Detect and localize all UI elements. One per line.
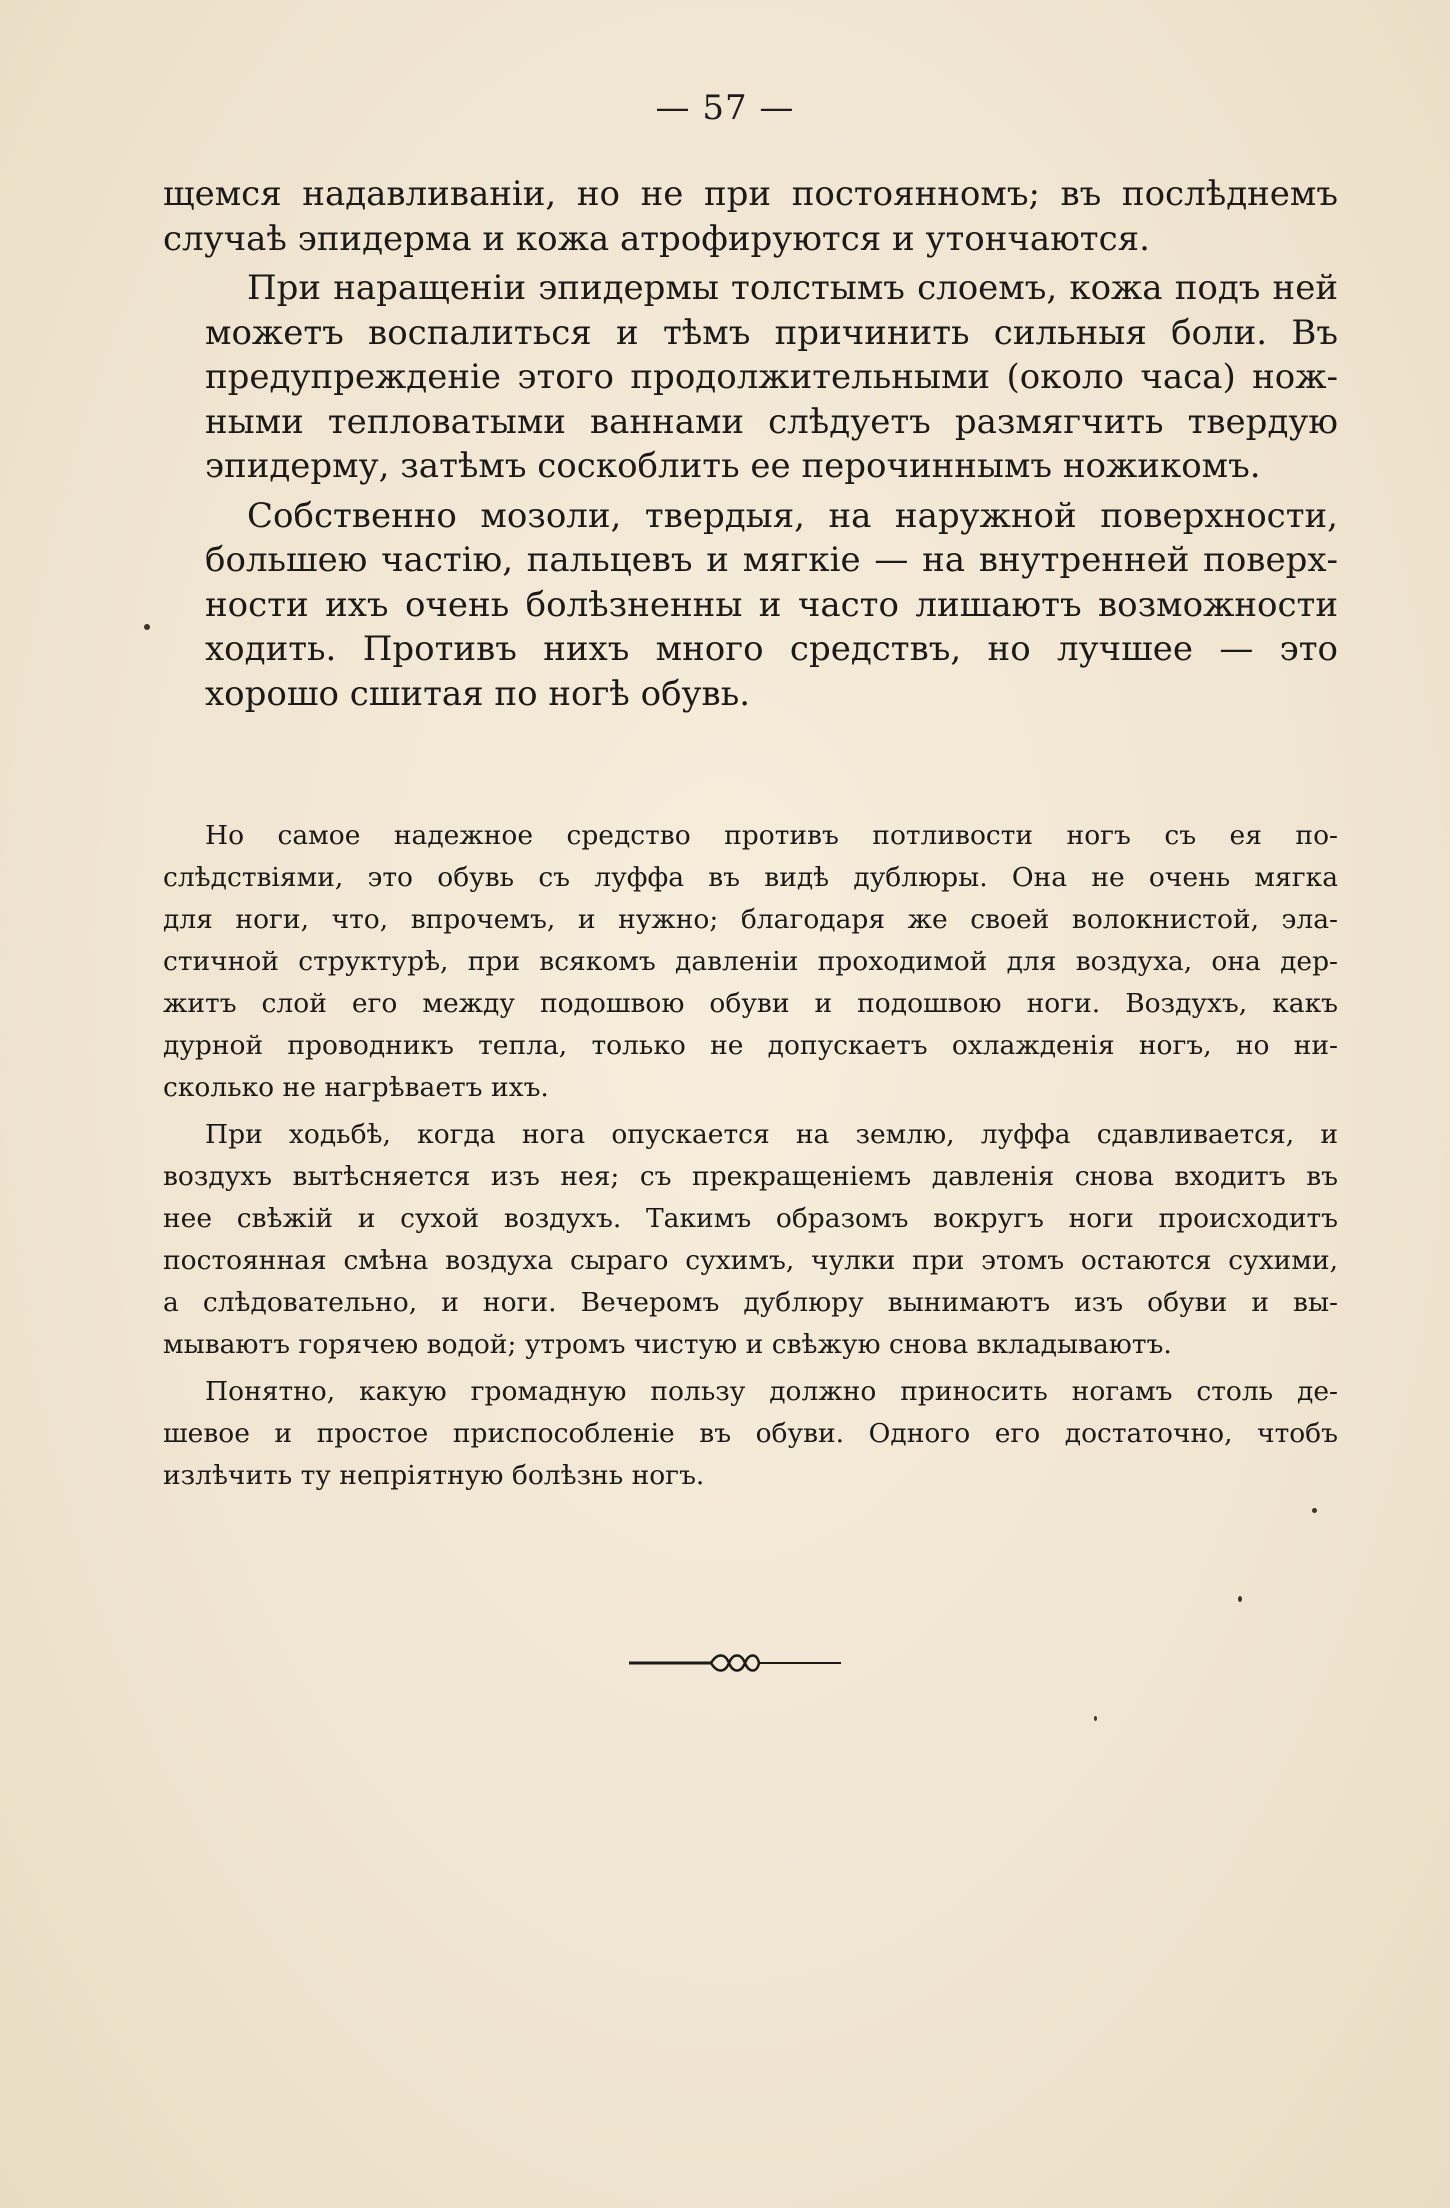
paragraph-2 <box>163 266 1338 489</box>
text-line: шевое и простое приспособленiе въ обуви. Одного его достаточно, чтобъ <box>163 1418 1338 1449</box>
paragraph-4 <box>163 815 1338 1109</box>
ink-speck <box>1094 1716 1097 1721</box>
paragraph-5 <box>163 1114 1338 1366</box>
text-line: ности ихъ очень болѣзненны и часто лишаютъ возможности <box>205 584 1338 625</box>
text-line: житъ слой его между подошвою обуви и подошвою ноги. Воздухъ, какъ <box>163 988 1338 1019</box>
text-line: можетъ воспалиться и тѣмъ причинить сильныя боли. Въ <box>205 312 1338 353</box>
main-text-block <box>163 172 1338 721</box>
text-line: постоянная смѣна воздуха сыраго сухимъ, чулки при этомъ остаются сухими, <box>163 1245 1338 1276</box>
text-line: эпидерму, затѣмъ соскоблить ее перочиннымъ ножикомъ. <box>205 446 1261 486</box>
end-ornament-icon <box>625 1648 845 1678</box>
text-line: Но самое надежное средство противъ потливости ногъ съ ея по- <box>205 820 1338 851</box>
text-line: щемся надавливанiи, но не при постоянномъ; въ послѣднемъ <box>163 174 1338 214</box>
text-line: ходить. Противъ нихъ много средствъ, но лучшее — это <box>205 629 1338 669</box>
text-line: хорошо сшитая по ногѣ обувь. <box>205 673 751 714</box>
paragraph-1 <box>163 172 1338 261</box>
ink-speck <box>1238 1596 1242 1602</box>
text-line: стичной структурѣ, при всякомъ давленiи проходимой для воздуха, она дер- <box>163 946 1338 977</box>
text-line: нее свѣжiй и сухой воздухъ. Такимъ образомъ вокругъ ноги происходитъ <box>163 1203 1338 1234</box>
text-line: случаѣ эпидерма и кожа атрофируются и утончаются. <box>163 218 1150 259</box>
text-line: предупрежденiе этого продолжительными (около часа) нож- <box>205 357 1338 397</box>
text-line: излѣчить ту непрiятную болѣзнь ногъ. <box>163 1460 705 1491</box>
text-line: воздухъ вытѣсняется изъ нея; съ прекращенiемъ давленiя снова входитъ въ <box>163 1161 1338 1192</box>
text-line: для ноги, что, впрочемъ, и нужно; благодаря же своей волокнистой, эла- <box>163 904 1338 935</box>
text-line: мываютъ горячею водой; утромъ чистую и свѣжую снова вкладываютъ. <box>163 1329 1172 1360</box>
text-line: а слѣдовательно, и ноги. Вечеромъ дублюру вынимаютъ изъ обуви и вы- <box>163 1287 1338 1318</box>
text-line: слѣдствiями, это обувь съ луффа въ видѣ дублюры. Она не очень мягка <box>163 862 1338 893</box>
text-line: Понятно, какую громадную пользу должно приносить ногамъ столь де- <box>205 1376 1338 1407</box>
page-number: — 57 — <box>655 88 795 128</box>
text-line: Собственно мозоли, твердыя, на наружной поверхности, <box>247 495 1338 536</box>
text-line: большею частiю, пальцевъ и мягкiе — на внутренней поверх- <box>205 540 1338 580</box>
small-text-block <box>163 815 1338 1502</box>
paragraph-3 <box>163 494 1338 717</box>
paragraph-6 <box>163 1371 1338 1497</box>
text-line: При ходьбѣ, когда нога опускается на землю, луффа сдавливается, и <box>205 1119 1338 1150</box>
text-line: При наращенiи эпидермы толстымъ слоемъ, кожа подъ ней <box>247 268 1338 308</box>
text-line: сколько не нагрѣваетъ ихъ. <box>163 1072 549 1103</box>
text-line: ными тепловатыми ваннами слѣдуетъ размягчить твердую <box>205 401 1338 442</box>
ink-speck <box>1312 1508 1317 1513</box>
text-line: дурной проводникъ тепла, только не допускаетъ охлажденiя ногъ, но ни- <box>163 1030 1338 1061</box>
ink-speck <box>144 624 150 630</box>
